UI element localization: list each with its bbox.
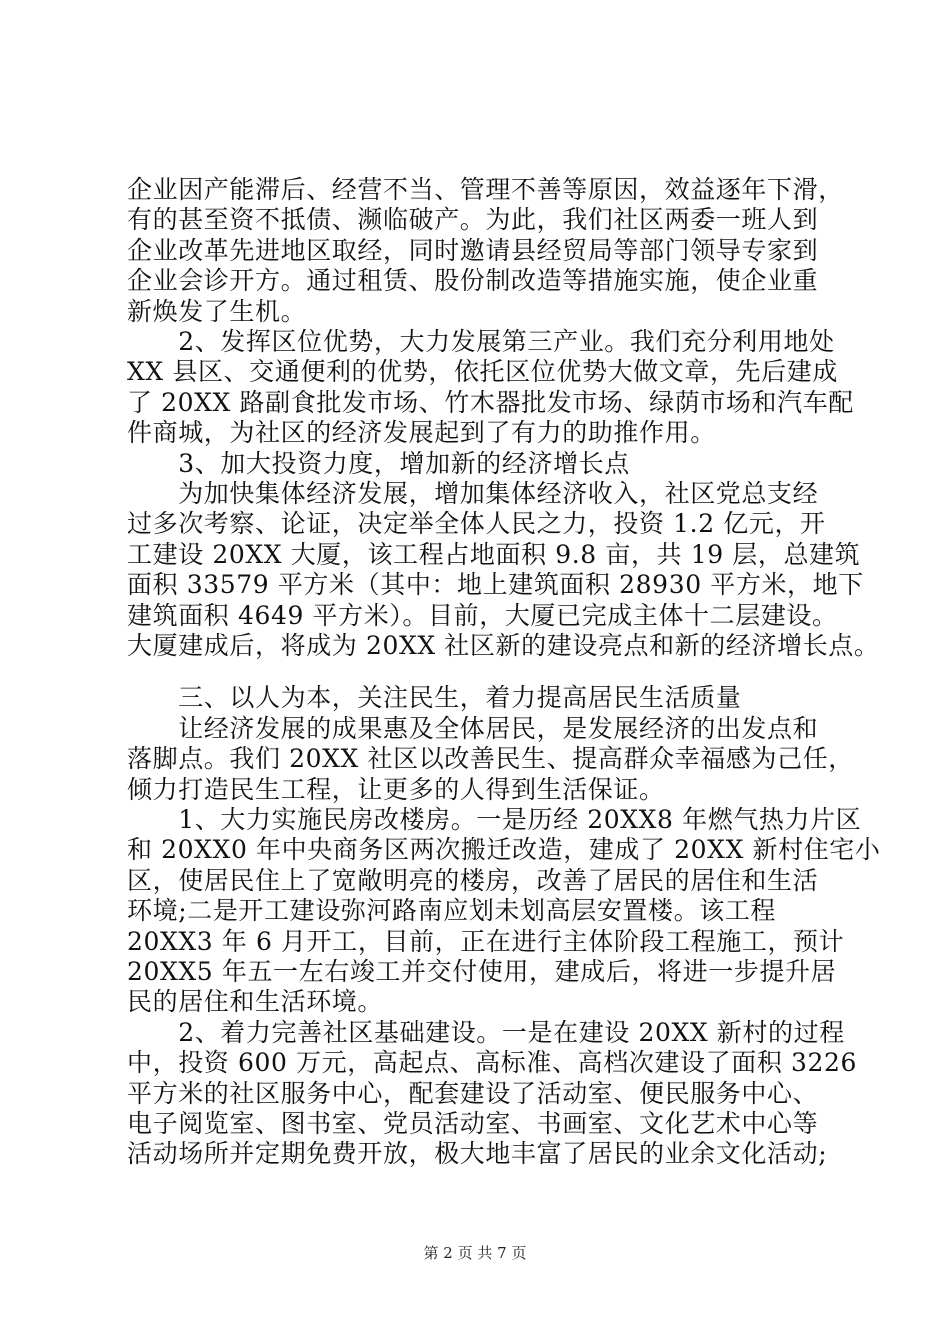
page-number-footer: 第 2 页 共 7 页 (423, 1244, 527, 1262)
text-line: 过多次考察、论证，决定举全体人民之力，投资 1.2 亿元，开 (127, 509, 826, 539)
text-line: 为加快集体经济发展，增加集体经济收入，社区党总支经 (127, 479, 819, 508)
text-line: 3、加大投资力度，增加新的经济增长点 (127, 448, 630, 478)
text-line: 20XX5 年五一左右竣工并交付使用，建成后，将进一步提升居 (127, 957, 837, 986)
text-line: 2、着力完善社区基础建设。一是在建设 20XX 新村的过程 (127, 1017, 845, 1047)
text-line: 工建设 20XX 大厦，该工程占地面积 9.8 亩，共 19 层，总建筑 (127, 539, 861, 569)
text-line: 件商城，为社区的经济发展起到了有力的助推作用。 (127, 418, 716, 448)
section-heading: 三、以人为本，关注民生，着力提高居民生活质量 (127, 683, 742, 713)
text-line: 大厦建成后，将成为 20XX 社区新的建设亮点和新的经济增长点。 (127, 631, 880, 660)
text-line: 电子阅览室、图书室、党员活动室、书画室、文化艺术中心等 (127, 1109, 819, 1138)
text-line: 建筑面积 4649 平方米）。目前，大厦已完成主体十二层建设。 (127, 600, 838, 630)
text-line: 活动场所并定期免费开放，极大地丰富了居民的业余文化活动; (127, 1139, 828, 1169)
text-line: 环境;二是开工建设弥河路南应划未划高层安置楼。该工程 (127, 896, 777, 926)
text-line: 平方米的社区服务中心，配套建设了活动室、便民服务中心、 (127, 1078, 819, 1108)
text-line: 民的居住和生活环境。 (127, 987, 384, 1017)
text-line: 新焕发了生机。 (127, 296, 307, 326)
text-line: 企业会诊开方。通过租赁、股份制改造等措施实施，使企业重 (127, 266, 819, 296)
text-line: 2、发挥区位优势，大力发展第三产业。我们充分利用地处 (127, 327, 835, 356)
text-line: 落脚点。我们 20XX 社区以改善民生、提高群众幸福感为己任， (127, 744, 854, 774)
text-line: 企业改革先进地区取经，同时邀请县经贸局等部门领导专家到 (127, 235, 819, 265)
text-line: 让经济发展的成果惠及全体居民，是发展经济的出发点和 (127, 713, 819, 743)
text-line: 倾力打造民生工程，让更多的人得到生活保证。 (127, 774, 665, 804)
text-line: 面积 33579 平方米（其中：地上建筑面积 28930 平方米，地下 (127, 570, 864, 600)
text-line: 中，投资 600 万元，高起点、高标准、高档次建设了面积 3226 (127, 1048, 857, 1078)
text-line: 了 20XX 路副食批发市场、竹木器批发市场、绿荫市场和汽车配 (127, 387, 854, 417)
text-line: 企业因产能滞后、经营不当、管理不善等原因，效益逐年下滑， (127, 175, 844, 204)
text-line: 20XX3 年 6 月开工，目前，正在进行主体阶段工程施工，预计 (127, 926, 845, 956)
text-line: 区，使居民住上了宽敞明亮的楼房，改善了居民的居住和生活 (127, 865, 819, 895)
text-line: XX 县区、交通便利的优势，依托区位优势大做文章，先后建成 (127, 357, 838, 387)
text-line: 和 20XX0 年中央商务区两次搬迁改造，建成了 20XX 新村住宅小 (127, 835, 881, 865)
text-line: 1、大力实施民房改楼房。一是历经 20XX8 年燃气热力片区 (127, 805, 862, 834)
text-line: 有的甚至资不抵债、濒临破产。为此，我们社区两委一班人到 (127, 205, 819, 235)
